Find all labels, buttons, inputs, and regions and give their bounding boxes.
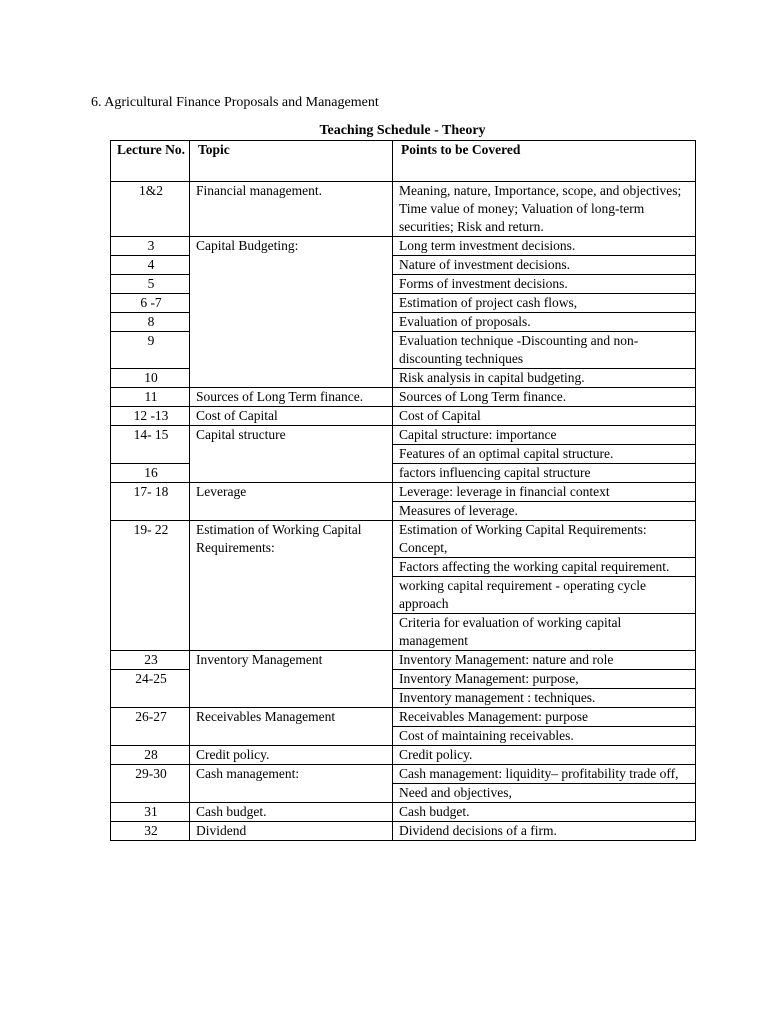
document-heading: 6. Agricultural Finance Proposals and Management xyxy=(91,95,379,110)
topic: Sources of Long Term finance. xyxy=(190,388,393,407)
lecture-no: 17- 18 xyxy=(111,483,190,521)
lecture-no: 31 xyxy=(111,803,190,822)
points-covered: Nature of investment decisions. xyxy=(393,256,696,275)
table-header-row xyxy=(111,141,696,182)
table-row xyxy=(111,483,696,502)
points-covered: Need and objectives, xyxy=(393,784,696,803)
table-row xyxy=(111,237,696,256)
points-covered: Factors affecting the working capital requirement. xyxy=(393,558,696,577)
lecture-no: 6 -7 xyxy=(111,294,190,313)
topic: Cash budget. xyxy=(190,803,393,822)
table-row xyxy=(111,407,696,426)
points-covered: Receivables Management: purpose xyxy=(393,708,696,727)
points-covered: Cost of maintaining receivables. xyxy=(393,727,696,746)
points-covered: Evaluation technique -Discounting and non-discounting techniques xyxy=(393,332,696,369)
points-covered: Risk analysis in capital budgeting. xyxy=(393,369,696,388)
table-row xyxy=(111,426,696,445)
points-covered: Estimation of Working Capital Requirements: Concept, xyxy=(393,521,696,558)
topic: Receivables Management xyxy=(190,708,393,746)
points-covered: Measures of leverage. xyxy=(393,502,696,521)
points-covered: Forms of investment decisions. xyxy=(393,275,696,294)
table-row xyxy=(111,521,696,558)
points-covered: factors influencing capital structure xyxy=(393,464,696,483)
table-row xyxy=(111,803,696,822)
points-covered: Sources of Long Term finance. xyxy=(393,388,696,407)
topic: Capital structure xyxy=(190,426,393,483)
points-covered: Evaluation of proposals. xyxy=(393,313,696,332)
table-row xyxy=(111,708,696,727)
table-row xyxy=(111,651,696,670)
lecture-no: 4 xyxy=(111,256,190,275)
lecture-no: 26-27 xyxy=(111,708,190,746)
points-covered: Inventory management : techniques. xyxy=(393,689,696,708)
lecture-no: 5 xyxy=(111,275,190,294)
header-points: Points to be Covered xyxy=(393,141,696,182)
points-covered: Cost of Capital xyxy=(393,407,696,426)
points-covered: Credit policy. xyxy=(393,746,696,765)
points-covered: Cash budget. xyxy=(393,803,696,822)
lecture-no: 29-30 xyxy=(111,765,190,803)
teaching-schedule-table xyxy=(110,140,696,841)
lecture-no: 11 xyxy=(111,388,190,407)
header-lecture-no: Lecture No. xyxy=(111,141,190,182)
table-row xyxy=(111,388,696,407)
points-covered: Long term investment decisions. xyxy=(393,237,696,256)
topic: Inventory Management xyxy=(190,651,393,708)
points-covered: Dividend decisions of a firm. xyxy=(393,822,696,841)
lecture-no: 16 xyxy=(111,464,190,483)
topic: Cash management: xyxy=(190,765,393,803)
lecture-no: 32 xyxy=(111,822,190,841)
lecture-no: 28 xyxy=(111,746,190,765)
points-covered: Features of an optimal capital structure. xyxy=(393,445,696,464)
points-covered: Capital structure: importance xyxy=(393,426,696,445)
points-covered: Estimation of project cash flows, xyxy=(393,294,696,313)
table-row xyxy=(111,182,696,237)
lecture-no: 12 -13 xyxy=(111,407,190,426)
lecture-no: 8 xyxy=(111,313,190,332)
topic: Credit policy. xyxy=(190,746,393,765)
lecture-no: 24-25 xyxy=(111,670,190,708)
lecture-no: 9 xyxy=(111,332,190,369)
lecture-no: 14- 15 xyxy=(111,426,190,464)
table-row xyxy=(111,765,696,784)
topic: Estimation of Working Capital Requirements: xyxy=(190,521,393,651)
teaching-schedule-title: Teaching Schedule - Theory xyxy=(319,123,486,138)
points-covered: Cash management: liquidity– profitability trade off, xyxy=(393,765,696,784)
points-covered: Inventory Management: purpose, xyxy=(393,670,696,689)
topic: Capital Budgeting: xyxy=(190,237,393,388)
lecture-no: 3 xyxy=(111,237,190,256)
topic: Cost of Capital xyxy=(190,407,393,426)
topic: Leverage xyxy=(190,483,393,521)
header-topic: Topic xyxy=(190,141,393,182)
points-covered: Criteria for evaluation of working capital management xyxy=(393,614,696,651)
topic: Dividend xyxy=(190,822,393,841)
lecture-no: 19- 22 xyxy=(111,521,190,651)
points-covered: Leverage: leverage in financial context xyxy=(393,483,696,502)
table-row xyxy=(111,746,696,765)
lecture-no: 1&2 xyxy=(111,182,190,237)
points-covered: Meaning, nature, Importance, scope, and objectives; Time value of money; Valuation of long-term securities; Risk and return. xyxy=(393,182,696,237)
points-covered: Inventory Management: nature and role xyxy=(393,651,696,670)
lecture-no: 23 xyxy=(111,651,190,670)
table-row xyxy=(111,822,696,841)
topic: Financial management. xyxy=(190,182,393,237)
lecture-no: 10 xyxy=(111,369,190,388)
points-covered: working capital requirement - operating cycle approach xyxy=(393,577,696,614)
